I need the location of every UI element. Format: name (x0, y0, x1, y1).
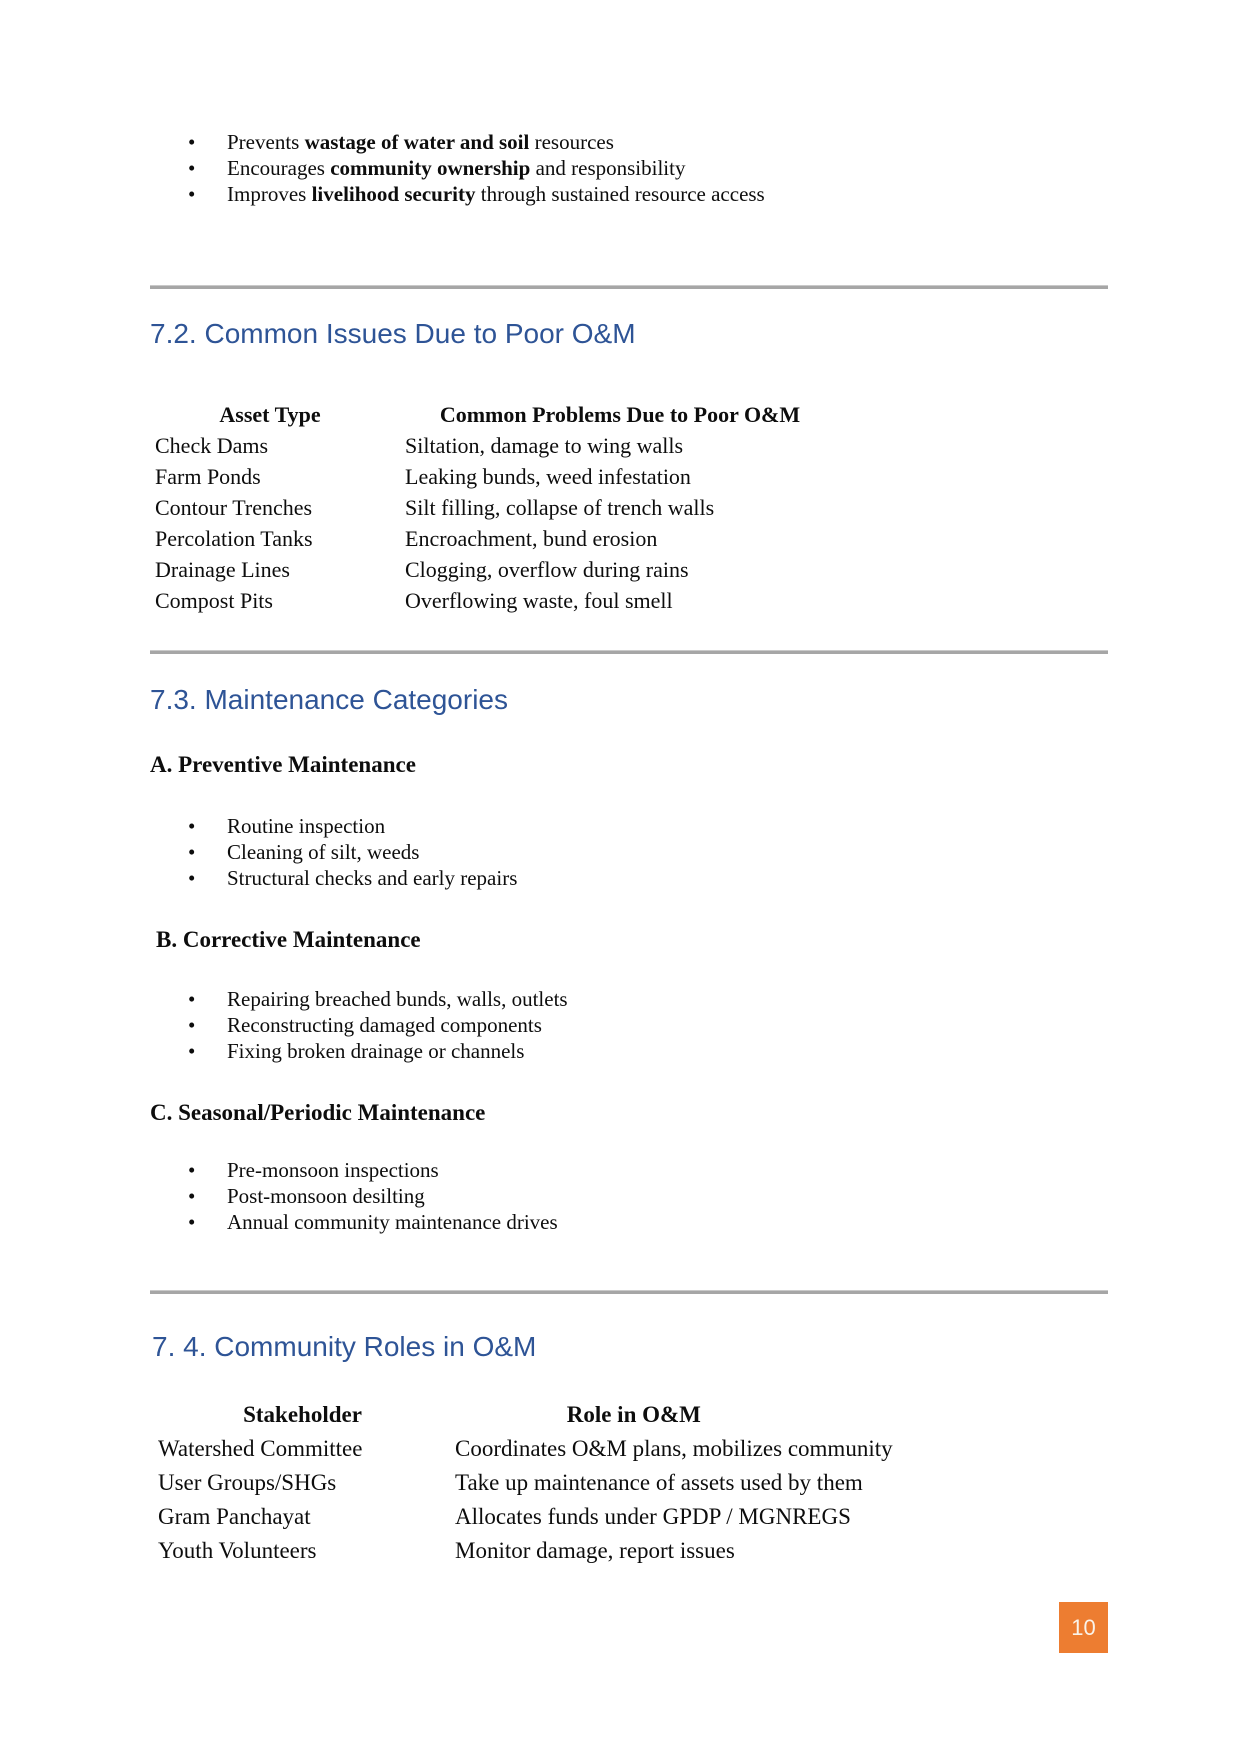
table-cell: User Groups/SHGs (158, 1470, 337, 1495)
table-row (150, 492, 850, 523)
table-cell: Gram Panchayat (158, 1504, 311, 1529)
bullet-bold-text: community ownership (330, 156, 531, 180)
list-item: • Fixing broken drainage or channels (188, 1038, 568, 1064)
table-cell: Overflowing waste, foul smell (405, 587, 673, 613)
subsection-title-b: B. Corrective Maintenance (156, 927, 421, 952)
table-row (150, 554, 850, 585)
preventive-bullet-list (188, 813, 517, 891)
horizontal-rule (150, 1290, 1108, 1294)
list-item: • Pre-monsoon inspections (188, 1157, 558, 1183)
list-item (188, 181, 765, 207)
table-cell: Monitor damage, report issues (455, 1538, 735, 1563)
common-issues-table (150, 399, 850, 616)
subsection-title-a: A. Preventive Maintenance (150, 752, 416, 777)
bullet-text: and responsibility (530, 156, 686, 180)
table-row (150, 1534, 893, 1568)
table-header-row (150, 1398, 893, 1432)
list-item: • Reconstructing damaged components (188, 1012, 568, 1038)
table-cell: Siltation, damage to wing walls (405, 432, 684, 458)
table-cell: Compost Pits (155, 587, 273, 613)
section-heading-7-4: 7. 4. Community Roles in O&M (152, 1331, 537, 1362)
list-item (188, 155, 765, 181)
table-cell: Allocates funds under GPDP / MGNREGS (455, 1504, 851, 1529)
table-cell: Clogging, overflow during rains (405, 556, 689, 582)
column-header: Common Problems Due to Poor O&M (439, 401, 801, 427)
bullet-text: Improves (227, 182, 312, 206)
table-row (150, 1500, 893, 1534)
table-row (150, 585, 850, 616)
intro-bullet-list (188, 129, 765, 207)
subsection-title-c: C. Seasonal/Periodic Maintenance (150, 1100, 486, 1125)
horizontal-rule (150, 650, 1108, 654)
bullet-text: through sustained resource access (475, 182, 765, 206)
section-heading-7-3: 7.3. Maintenance Categories (150, 684, 508, 715)
bullet-text: Prevents (227, 130, 305, 154)
table-row (150, 430, 850, 461)
table-cell: Drainage Lines (155, 556, 290, 582)
table-row (150, 461, 850, 492)
table-cell: Encroachment, bund erosion (405, 525, 658, 551)
page-number-badge: 10 (1059, 1602, 1108, 1653)
bullet-text: Encourages (227, 156, 331, 180)
table-cell: Contour Trenches (155, 494, 313, 520)
table-cell: Leaking bunds, weed infestation (405, 463, 691, 489)
table-cell: Coordinates O&M plans, mobilizes community (455, 1436, 893, 1461)
column-header: Stakeholder (243, 1402, 362, 1427)
horizontal-rule (150, 285, 1108, 289)
table-row (150, 1466, 893, 1500)
list-item: • Annual community maintenance drives (188, 1209, 558, 1235)
column-header: Role in O&M (566, 1402, 701, 1427)
table-cell: Farm Ponds (155, 463, 261, 489)
column-header: Asset Type (219, 401, 321, 427)
corrective-bullet-list (188, 986, 568, 1064)
list-item: • Structural checks and early repairs (188, 865, 517, 891)
community-roles-table (150, 1398, 893, 1568)
table-cell: Silt filling, collapse of trench walls (405, 494, 715, 520)
bullet-bold-text: livelihood security (311, 182, 476, 206)
bullet-bold-text: wastage of water and soil (304, 130, 530, 154)
table-cell: Percolation Tanks (155, 525, 313, 551)
table-header-row (150, 399, 850, 430)
table-cell: Check Dams (155, 432, 269, 458)
bullet-text: resources (529, 130, 614, 154)
list-item (188, 129, 765, 155)
table-cell: Take up maintenance of assets used by them (455, 1470, 863, 1495)
list-item: • Repairing breached bunds, walls, outlets (188, 986, 568, 1012)
list-item: • Cleaning of silt, weeds (188, 839, 517, 865)
table-cell: Youth Volunteers (158, 1538, 317, 1563)
seasonal-bullet-list (188, 1157, 558, 1235)
table-cell: Watershed Committee (158, 1436, 363, 1461)
list-item: • Post-monsoon desilting (188, 1183, 558, 1209)
section-heading-7-2: 7.2. Common Issues Due to Poor O&M (150, 318, 636, 349)
list-item: • Routine inspection (188, 813, 517, 839)
table-row (150, 1432, 893, 1466)
table-row (150, 523, 850, 554)
